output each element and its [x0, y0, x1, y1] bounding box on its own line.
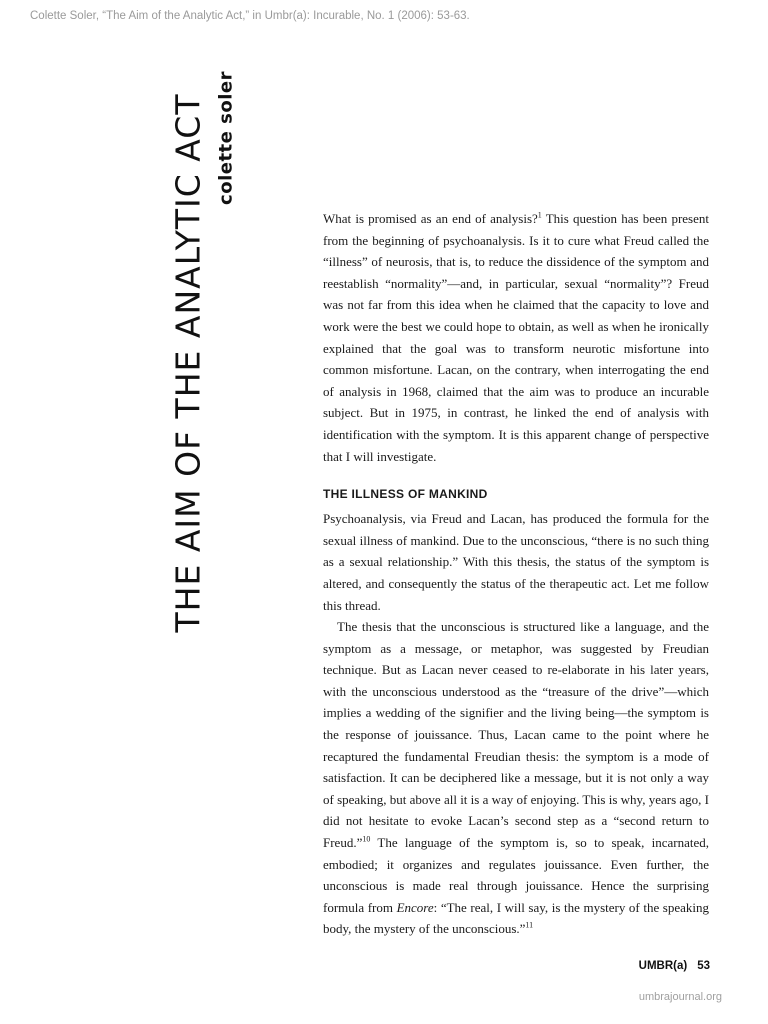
- paragraph-thesis: [323, 616, 709, 940]
- paragraph-thesis-end: : “The real, I will say, is the mystery of the speaking body, the mystery of the unconscious.”: [323, 899, 710, 937]
- footer-url[interactable]: umbrajournal.org: [638, 991, 722, 1003]
- footnote-marker[interactable]: 1: [537, 210, 542, 220]
- paragraph-intro-rest: This question has been present from the beginning of psychoanalysis. Is it to cure what Freud called the “illness” of neurosis, that is, to reduce the dissidence of the symptom and reestablish “normality”—and, in particular, sexual “normality”? Freud was not far from this idea when he claimed that the capacity to love and work were the best we could hope to obtain, as well as when he ironically explained that the goal was to transform neurotic misfortune into common misfortune. Lacan, on the contrary, when interrogating the end of analysis in 1968, claimed that the aim was to produce an incurable subject. But in 1975, in contrast, he linked the end of analysis with identification with the symptom. It is this apparent change of perspective that I will investigate.: [323, 211, 709, 464]
- citation-header: Colette Soler, “The Aim of the Analytic Act,” in Umbr(a): Incurable, No. 1 (2006): 53-63.: [30, 10, 470, 22]
- section-heading: THE ILLNESS OF MANKIND: [323, 487, 488, 502]
- paragraph-intro-text: What is promised as an end of analysis?: [323, 211, 538, 226]
- article-author: colette soler: [215, 71, 237, 205]
- footnote-marker[interactable]: 11: [525, 921, 534, 931]
- article-title: THE AIM OF THE ANALYTIC ACT: [168, 93, 208, 633]
- paragraph-thesis-rest: The language of the symptom is, so to speak, incarnated, embodied; it organizes and regulates jouissance. Even further, the unconscious is made real through jouissance. Hence the surprising formula from: [323, 835, 709, 915]
- footer-journal: [639, 960, 710, 972]
- paragraph-intro: [323, 208, 709, 467]
- journal-name: UMBR(a): [638, 960, 688, 972]
- book-title-encore: Encore: [396, 899, 434, 915]
- article-body: [323, 208, 709, 940]
- footnote-marker[interactable]: 10: [362, 834, 371, 844]
- page-number: 53: [697, 960, 710, 972]
- paragraph-illness: Psychoanalysis, via Freud and Lacan, has produced the formula for the sexual illness of mankind. Due to the unconscious, “there is no such thing as a sexual relationship.” With this thesis, the status of the symptom is altered, and consequently the status of the therapeutic act. Let me follow this thread.: [323, 511, 709, 613]
- paragraph-thesis-text: The thesis that the unconscious is structured like a language, and the symptom as a message, or metaphor, was suggested by Freudian technique. But as Lacan never ceased to re-elaborate in his later years, with the unconscious understood as the “treasure of the drive”—which implies a wedding of the signifier and the living being—the symptom is the response of jouissance. Thus, Lacan came to the point where he recaptured the fundamental Freudian thesis: the symptom is a mode of satisfaction. It can be deciphered like a message, but it is not only a way of speaking, but above all it is a way of enjoying. This is why, years ago, I did not hesitate to evoke Lacan’s second step as a “second return to Freud.”: [323, 619, 709, 851]
